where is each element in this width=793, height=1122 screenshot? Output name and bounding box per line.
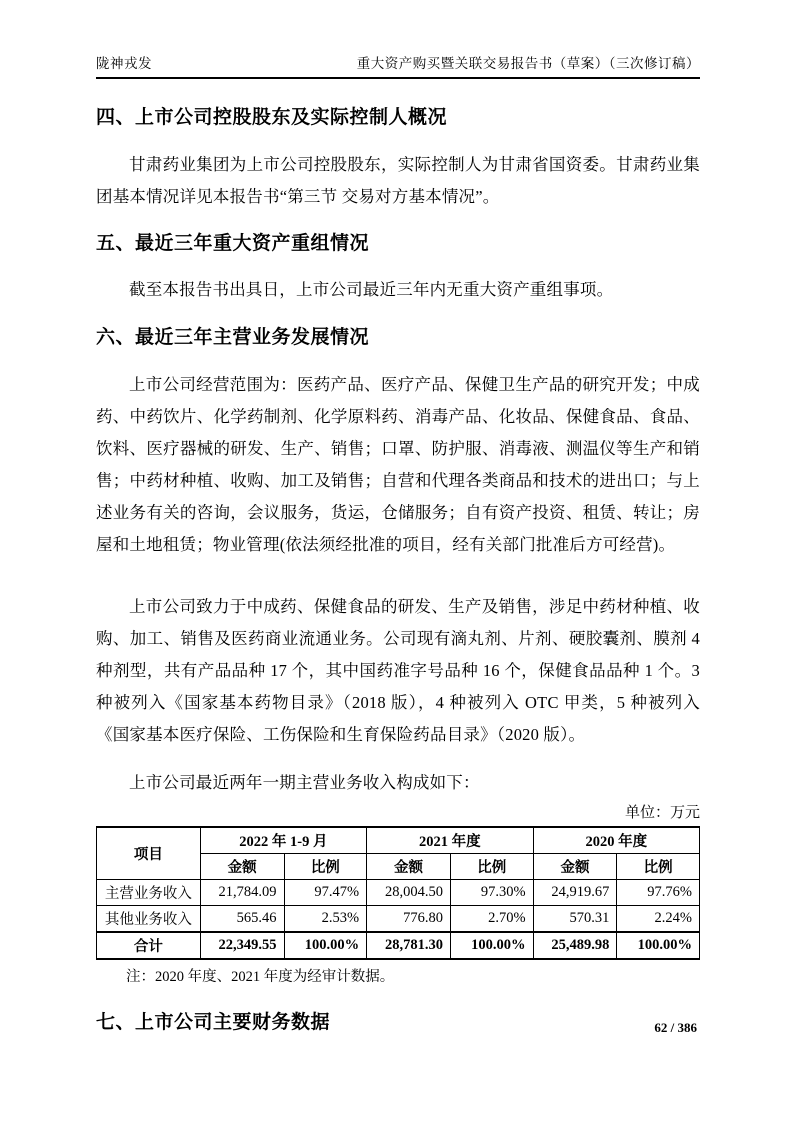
table-row-other-revenue [97,906,700,933]
section-6-paragraph-2: 上市公司致力于中成药、保健食品的研发、生产及销售，涉足中药材种植、收购、加工、销售及医药商业流通业务。公司现有滴丸剂、片剂、硬胶囊剂、膜剂 4 种剂型，共有产品品种 17 个，其中国药准字号品种 16 个，保健食品品种 1 个。3 种被列入《国家基本药物目录》（2018 版），4 种被列入 OTC 甲类，5 种被列入《国家基本医疗保险、工伤保险和生育保险药品目录》（2020 版）。 [96,597,700,744]
cell-value: 2.53% [284,906,367,933]
section-heading-5: 五、最近三年重大资产重组情况 [96,233,370,254]
section-4-paragraph: 甘肃药业集团为上市公司控股股东，实际控制人为甘肃省国资委。甘肃药业集团基本情况详见本报告书“第三节 交易对方基本情况”。 [96,155,700,206]
table-row-main-revenue [97,880,700,906]
table-header-period-2020: 2020 年度 [533,827,699,854]
table-unit-label: 单位：万元 [624,805,700,821]
running-header [96,52,700,79]
section-6-paragraph-3: 上市公司最近两年一期主营业务收入构成如下： [129,773,480,792]
cell-value: 97.47% [284,880,367,906]
section-heading-7: 七、上市公司主要财务数据 [96,1012,331,1033]
cell-value: 97.76% [617,880,700,906]
section-6-paragraph-1: 上市公司经营范围为：医药产品、医疗产品、保健卫生产品的研究开发；中成药、中药饮片、化学药制剂、化学原料药、消毒产品、化妆品、保健食品、食品、饮料、医疗器械的研发、生产、销售；口罩、防护服、消毒液、测温仪等生产和销售；中药材种植、收购、加工及销售；自营和代理各类商品和技术的进出口；与上述业务有关的咨询，会议服务，货运，仓储服务；自有资产投资、租赁、转让；房屋和土地租赁；物业管理(依法须经批准的项目，经有关部门批准后方可经营)。 [96,375,700,554]
table-header-item: 项目 [97,827,201,880]
row-label: 其他业务收入 [97,906,201,933]
cell-value: 24,919.67 [533,880,617,906]
table-header-period-2022: 2022 年 1-9 月 [200,827,366,854]
cell-value: 2.70% [450,906,533,933]
cell-value: 25,489.98 [533,932,617,959]
cell-value: 570.31 [533,906,617,933]
table-subheader-amount: 金额 [533,854,617,880]
row-label: 主营业务收入 [97,880,201,906]
table-subheader-ratio: 比例 [450,854,533,880]
table-header-row-groups [97,827,700,854]
row-label: 合计 [97,932,201,959]
cell-value: 22,349.55 [200,932,284,959]
page-number: 62 / 386 [654,1020,697,1035]
cell-value: 2.24% [617,906,700,933]
header-company-name: 陇神戎发 [96,56,152,71]
section-heading-4: 四、上市公司控股股东及实际控制人概况 [96,107,448,128]
cell-value: 28,004.50 [367,880,451,906]
section-heading-6: 六、最近三年主营业务发展情况 [96,327,370,348]
cell-value: 28,781.30 [367,932,451,959]
cell-value: 565.46 [200,906,284,933]
cell-value: 97.30% [450,880,533,906]
cell-value: 100.00% [284,932,367,959]
table-subheader-ratio: 比例 [617,854,700,880]
page-content [96,104,700,1037]
table-note: 注：2020 年度、2021 年度为经审计数据。 [126,969,395,985]
header-doc-title: 重大资产购买暨关联交易报告书（草案）（三次修订稿） [356,56,700,71]
cell-value: 100.00% [450,932,533,959]
table-row-total [97,932,700,959]
table-subheader-amount: 金额 [200,854,284,880]
cell-value: 100.00% [617,932,700,959]
revenue-composition-table [96,826,700,960]
table-header-period-2021: 2021 年度 [367,827,533,854]
cell-value: 21,784.09 [200,880,284,906]
table-subheader-amount: 金额 [367,854,451,880]
cell-value: 776.80 [367,906,451,933]
table-subheader-ratio: 比例 [284,854,367,880]
section-5-paragraph: 截至本报告书出具日，上市公司最近三年内无重大资产重组事项。 [129,280,614,299]
